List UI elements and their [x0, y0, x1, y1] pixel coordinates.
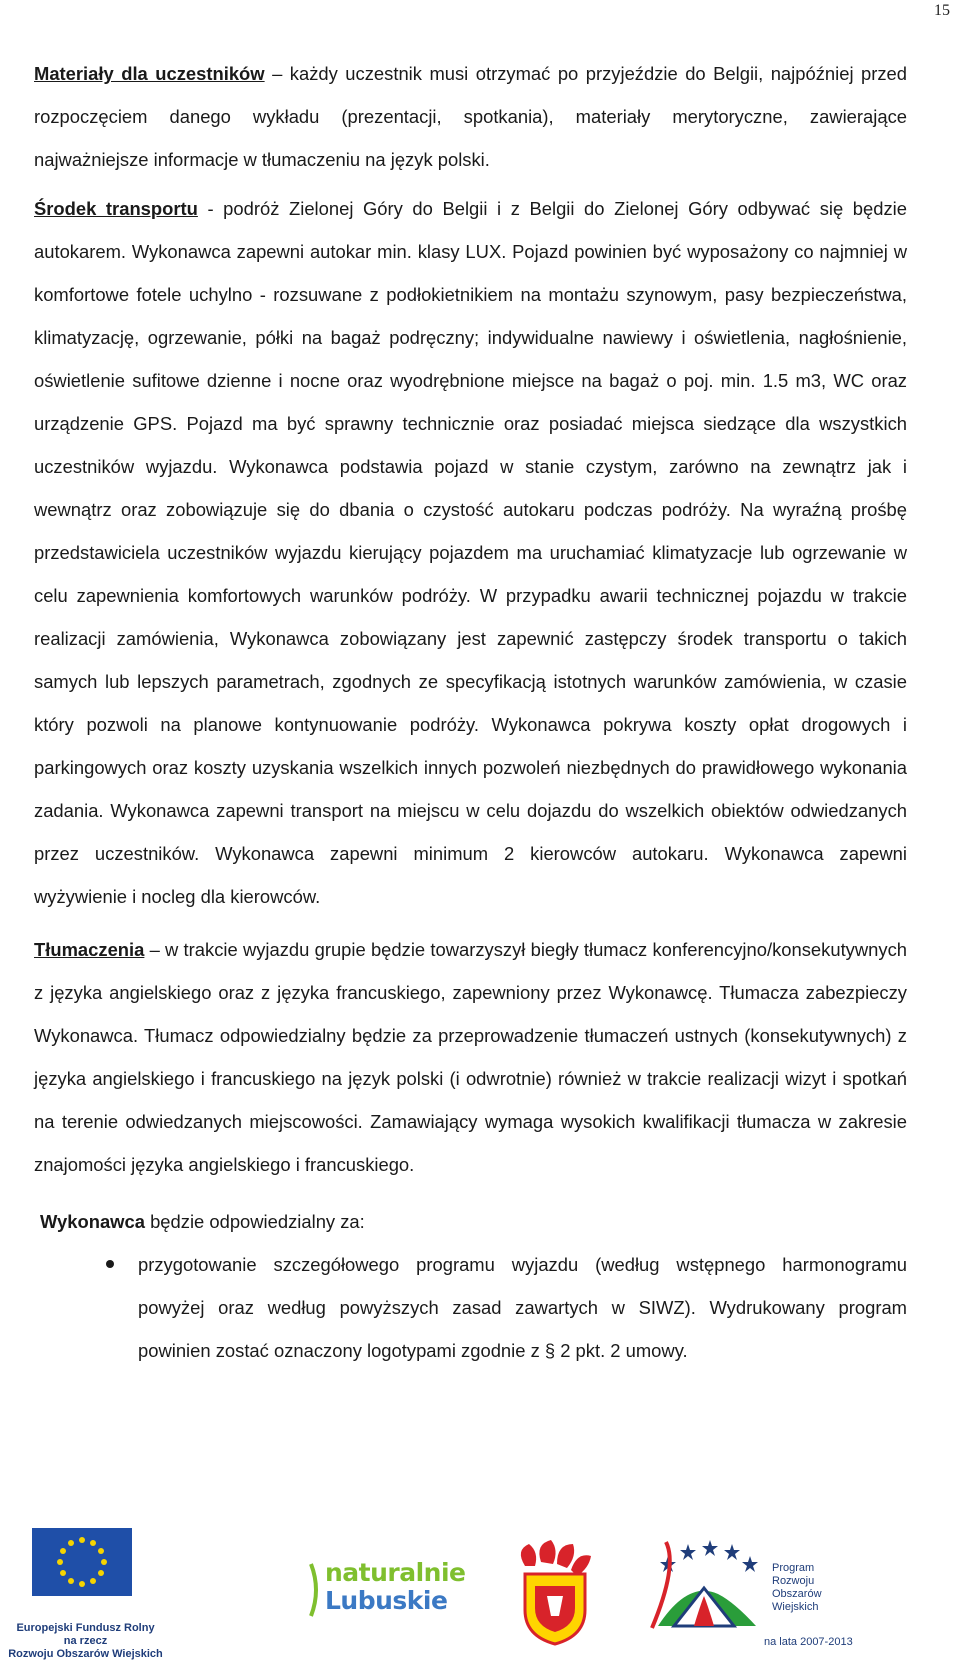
list-item-text: przygotowanie szczegółowego programu wyjazdu (według wstępnego harmonogramu powyżej oraz według powyższych zasad zawartych w SIWZ). Wydrukowany program powinien zostać oznaczony logotypami zgodnie z § 2 pkt. 2 umowy. — [138, 1254, 907, 1361]
document-body — [34, 52, 907, 1372]
responsibilities-text: będzie odpowiedzialny za: — [144, 1211, 365, 1232]
prow-logo — [648, 1536, 898, 1654]
lubuskie-text: Lubuskie — [325, 1586, 448, 1615]
eu-logo-text — [8, 1622, 163, 1661]
eu-logo-line1: Europejski Fundusz Rolny — [16, 1622, 155, 1634]
prow-logo-text — [772, 1562, 892, 1614]
page-number: 15 — [934, 2, 950, 19]
green-wave-icon — [309, 1560, 323, 1620]
section-translations — [34, 928, 907, 1186]
prow-line3: Obszarów — [772, 1588, 822, 1600]
prow-years: na lata 2007-2013 — [764, 1636, 853, 1648]
list-item — [34, 1243, 907, 1372]
eu-flag-icon — [32, 1528, 132, 1596]
naturalnie-text: naturalnie — [325, 1558, 466, 1587]
eu-logo-line2: na rzecz — [63, 1635, 108, 1647]
prow-line2: Rozwoju — [772, 1575, 815, 1587]
eu-logo-line3: Rozwoju Obszarów Wiejskich — [8, 1648, 163, 1660]
section-materials-text: – każdy uczestnik musi otrzymać po przyjeździe do Belgii, najpóźniej przed rozpoczęciem danego wykładu (prezentacji, spotkania), materiały merytoryczne, zawierające najważniejsze informacje w tłumaczeniu na język polski. — [34, 63, 908, 170]
section-transport — [34, 187, 907, 918]
section-materials — [34, 52, 907, 181]
section-materials-label: Materiały dla uczestników — [34, 63, 265, 84]
section-translations-label: Tłumaczenia — [34, 939, 145, 960]
prow-emblem-icon — [648, 1536, 766, 1632]
lubuskie-crest-logo — [495, 1538, 615, 1648]
logo-footer — [0, 1528, 960, 1658]
naturalnie-lubuskie-logo — [315, 1558, 470, 1628]
prow-line1: Program — [772, 1562, 815, 1574]
prow-line4: Wiejskich — [772, 1601, 819, 1613]
responsibilities-heading — [40, 1200, 907, 1243]
responsibilities-list — [34, 1243, 907, 1372]
bullet-icon — [106, 1260, 114, 1268]
section-translations-text: – w trakcie wyjazdu grupie będzie towarzyszył biegły tłumacz konferencyjno/konsekutywnych z języka angielskiego oraz z języka francuskiego, zapewniony przez Wykonawcę. Tłumacza zabezpieczy Wykonawca. Tłumacz odpowiedzialny będzie za przeprowadzenie tłumaczeń ustnych (konsekutywnych) z języka angielskiego i francuskiego na język polski (i odwrotnie) również w trakcie realizacji wizyt i spotkań na terenie odwiedzanych miejscowości. Zamawiający wymaga wysokich kwalifikacji tłumacza w zakresie znajomości języka angielskiego i francuskiego. — [34, 939, 907, 1175]
lubuskie-crest-icon — [495, 1538, 615, 1648]
responsibilities-label: Wykonawca — [40, 1211, 145, 1232]
eu-logo — [8, 1528, 163, 1660]
section-transport-label: Środek transportu — [34, 198, 198, 219]
section-transport-text: - podróż Zielonej Góry do Belgii i z Belgii do Zielonej Góry odbywać się będzie autokarem. Wykonawca zapewni autokar min. klasy LUX. Pojazd powinien być wyposażony co najmniej w komfortowe fotele uchylno - rozsuwane z podłokietnikiem na montażu szynowym, pasy bezpieczeństwa, klimatyzację, ogrzewanie, półki na bagaż podręczny; indywidualne nawiewy i oświetlenia, nagłośnienie, oświetlenie sufitowe dzienne i nocne oraz wyodrębnione miejsce na bagaż o poj. min. 1.5 m3, WC oraz urządzenie GPS. Pojazd ma być sprawny technicznie oraz posiadać miejsca siedzące dla wszystkich uczestników wyjazdu. Wykonawca podstawia pojazd w stanie czystym, zarówno na zewnątrz jak i wewnątrz oraz zobowiązuje się do dbania o czystość autokaru podczas podróży. Na wyraźną prośbę przedstawiciela uczestników wyjazdu kierujący pojazdem ma uruchamiać klimatyzacje lub ogrzewanie w celu zapewnienia komfortowych warunków podróży. W przypadku awarii technicznej pojazdu w trakcie realizacji zamówienia, Wykonawca zobowiązany jest zapewnić zastępczy środek transportu o takich samych lub lepszych parametrach, zgodnych ze specyfikacją istotnych warunków zamówienia, w czasie który pozwoli na planowe kontynuowanie podróży. Wykonawca pokrywa koszty opłat drogowych i parkingowych oraz koszty uzyskania wszelkich innych pozwoleń niezbędnych do prawidłowego wykonania zadania. Wykonawca zapewni transport na miejscu w celu dojazdu do wszelkich obiektów odwiedzanych przez uczestników. Wykonawca zapewni minimum 2 kierowców autokaru. Wykonawca zapewni wyżywienie i nocleg dla kierowców. — [34, 198, 907, 907]
